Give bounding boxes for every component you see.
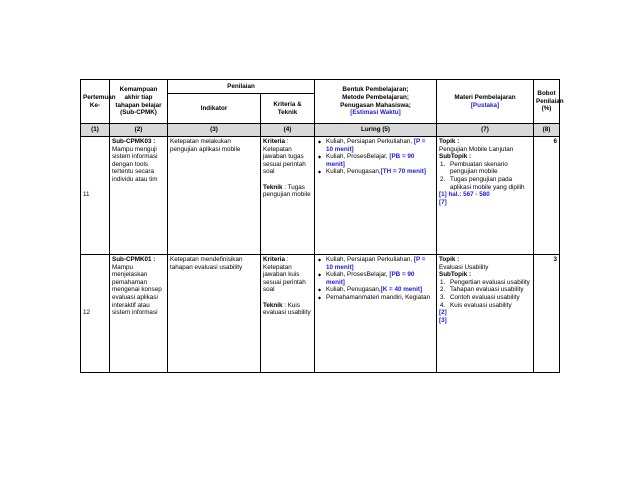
luring-time: [PB = 90 menit]: [326, 153, 415, 168]
topik-text: Evaluasi Usability: [439, 263, 489, 271]
subtopik-label: SubTopik :: [439, 153, 472, 161]
luring-text: Pemahamanmateri mandiri, Kegiatan: [326, 294, 430, 302]
list-item: [326, 168, 434, 176]
subtopik-text: Tahapan evaluasi usability: [450, 286, 524, 294]
indikator-cell: Ketepatan melakukan pengujian aplikasi mobile: [168, 136, 261, 254]
kriteria-label: Kriteria: [263, 256, 286, 264]
subtopik-label: SubTopik :: [439, 271, 472, 279]
subtopik-num: 1.: [440, 278, 446, 286]
bobot-value: 6: [534, 136, 560, 254]
pustaka-ref: [1] hal.: 567 - 580: [439, 191, 490, 199]
sub-cpmk-cell: Sub-CPMK01 : Mampu menjelaskan pemahaman mengenai konsep evaluasi aplikasi interaktif atau sistem informasi: [110, 254, 168, 372]
list-item: [326, 256, 434, 271]
luring-time: [TH = 70 menit]: [380, 168, 426, 176]
rps-table: [80, 79, 564, 373]
column-number: (2): [110, 124, 168, 137]
luring-text: Kuliah, ProsesBelajar,: [326, 153, 390, 161]
materi-line: Materi Pembelajaran: [454, 93, 516, 101]
subtopik-text: Pembuatan skenario pengujian mobile: [450, 160, 508, 176]
sub-cpmk-code: Sub-CPMK03: [112, 138, 152, 146]
sub-cpmk-code: Sub-CPMK01: [112, 256, 152, 264]
subtopik-text: Kuis evaluasi usability: [450, 301, 512, 309]
bentuk-line: Bentuk Pembelajaran;: [342, 86, 409, 94]
luring-time: [PB = 90 menit]: [326, 271, 415, 286]
materi-cell: [437, 136, 534, 254]
list-item: [326, 286, 434, 294]
materi-line: [Pustaka]: [470, 101, 500, 109]
subtopik-text: Contoh evaluasi usability: [450, 294, 520, 302]
list-item: [440, 301, 531, 310]
list-item: [326, 294, 434, 302]
luring-text: Kuliah, Penugasan,: [326, 168, 381, 176]
column-number: Luring (5): [315, 124, 437, 137]
subtopik-num: 2.: [440, 176, 446, 184]
list-item: [326, 271, 434, 286]
subtopik-text: Tugas pengujian pada aplikasi mobile yang dipilih: [450, 176, 525, 191]
kriteria-cell: Kriteria : Ketepatan jawaban tugas sesuai perintah soal Teknik : Tugas pengujian mobile: [261, 136, 315, 254]
column-number: (4): [261, 124, 315, 137]
teknik-text: Tugas pengujian mobile: [263, 183, 311, 199]
header-kemampuan: Kemampuan akhir tiap tahapan belajar (Sub-CPMK): [110, 80, 168, 124]
list-item: [440, 286, 531, 294]
luring-text: Kuliah, Penugasan,: [326, 286, 381, 294]
teknik-label: Teknik: [263, 183, 283, 191]
sub-cpmk-text: Mampu menguji sistem informasi dengan tools tertentu secara individu atau tim: [112, 145, 158, 184]
luring-cell: [315, 136, 437, 254]
pustaka-ref: [7]: [439, 198, 447, 206]
subtopik-num: 2.: [440, 286, 446, 294]
table-row: [81, 254, 560, 372]
sub-cpmk-text: Mampu menjelaskan pemahaman mengenai konsep evaluasi aplikasi interaktif atau sistem informasi: [112, 263, 162, 317]
luring-text: Kuliah, Persiapan Perkuliahan,: [326, 138, 414, 146]
materi-cell: [437, 254, 534, 372]
luring-time: [P = 10 menit]: [326, 256, 426, 271]
teknik-text: Kuis evaluasi usability: [263, 301, 311, 317]
list-item: [326, 153, 434, 168]
kriteria-label: Kriteria: [263, 138, 286, 146]
teknik-label: Teknik: [263, 301, 283, 309]
luring-time: [K = 40 menit]: [380, 286, 423, 294]
header-bentuk: [315, 80, 437, 124]
column-number-row: [81, 124, 560, 137]
pertemuan-number: 12: [81, 254, 110, 372]
column-number: (1): [81, 124, 110, 137]
header-kriteria: Kriteria & Teknik: [261, 94, 315, 124]
column-number: (8): [534, 124, 560, 137]
luring-cell: [315, 254, 437, 372]
column-number: (7): [437, 124, 534, 137]
sub-cpmk-cell: Sub-CPMK03 : Mampu menguji sistem informasi dengan tools tertentu secara individu atau tim: [110, 136, 168, 254]
bentuk-line: [Estimasi Waktu]: [350, 109, 401, 117]
luring-text: Kuliah, ProsesBelajar,: [326, 271, 390, 279]
luring-time: [P = 10 menit]: [326, 138, 426, 153]
kriteria-text: Ketepatan jawaban kuis sesuai perintah soal: [263, 263, 306, 294]
list-item: [326, 138, 434, 153]
header-pertemuan: Pertemuan Ke-: [81, 80, 110, 124]
list-item: [440, 176, 531, 191]
bentuk-line: Penugasan Mahasiswa;: [340, 101, 411, 109]
pustaka-ref: [3]: [439, 316, 447, 324]
subtopik-text: Pengertian evaluasi usability: [450, 278, 530, 286]
column-number: (3): [168, 124, 261, 137]
pertemuan-number: 11: [81, 136, 110, 254]
header-penilaian: Penilaian: [168, 80, 315, 94]
bobot-value: 3: [534, 254, 560, 372]
topik-label: Topik :: [439, 138, 460, 146]
list-item: [440, 294, 531, 302]
indikator-cell: Ketepatan mendefinisikan tahapan evaluasi usability: [168, 254, 261, 372]
header-materi: [437, 80, 534, 124]
bentuk-line: Metode Pembelajaran;: [342, 93, 409, 101]
kriteria-text: Ketepatan jawaban tugas sesuai perintah soal: [263, 145, 306, 176]
subtopik-num: 1.: [440, 160, 446, 168]
header-indikator: Indikator: [168, 94, 261, 124]
list-item: [440, 160, 531, 176]
subtopik-num: 4.: [440, 301, 446, 309]
topik-text: Pengujian Mobile Lanjutan: [439, 145, 514, 153]
luring-text: Kuliah, Persiapan Perkuliahan,: [326, 256, 414, 264]
pustaka-ref: [2]: [439, 309, 447, 317]
subtopik-num: 3.: [440, 294, 446, 302]
kriteria-cell: Kriteria : Ketepatan jawaban kuis sesuai perintah soal Teknik : Kuis evaluasi usability: [261, 254, 315, 372]
list-item: [440, 278, 531, 287]
topik-label: Topik :: [439, 256, 460, 264]
header-bobot: Bobot Penilaian (%): [534, 80, 560, 124]
table-row: [81, 136, 560, 254]
